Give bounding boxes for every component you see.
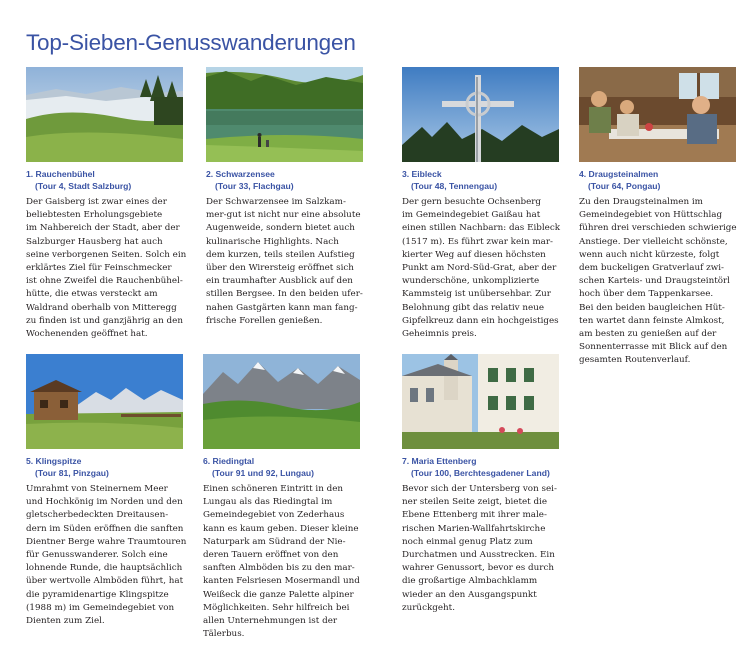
text-line: Sonnenterrasse mit Blick auf den	[579, 342, 728, 353]
text-line: hütte, die etwas versteckt am	[26, 289, 158, 300]
text-line: die großartige Almbachklamm	[402, 576, 538, 587]
text-line: dem kurzen, teils steilen Aufstieg	[206, 249, 355, 260]
photo-maria-ettenberg	[402, 354, 559, 449]
tour-card	[206, 67, 363, 328]
text-line: Kammsteig ist unübersehbar. Zur	[402, 289, 551, 300]
text-line: einen stillen Nachbarn: das Eibleck	[402, 223, 561, 234]
text-line: über wertvolle Almböden führt, hat	[26, 576, 184, 587]
text-line: Der Gaisberg ist zwar eines der	[26, 197, 167, 207]
text-line: mer-gut ist nicht nur eine absolute	[206, 210, 361, 221]
text-line: lohnende Runde, die hauptsächlich	[26, 563, 183, 574]
text-line: Anstiege. Der vielleicht schönste,	[579, 236, 728, 247]
tour-subtitle: (Tour 33, Flachgau)	[215, 180, 294, 191]
tour-description	[579, 196, 736, 368]
text-line: Ebene Ettenberg mit ihrer male-	[402, 510, 547, 521]
text-line: zu finden ist und ganzjährig an den	[26, 315, 183, 326]
tour-description	[206, 196, 363, 328]
text-line: ein traumhafter Ausblick auf den	[206, 276, 353, 287]
tour-title: 5. Klingspitze	[26, 456, 82, 466]
text-line: Gipfelkreuz dann ein hochgeistiges	[402, 315, 559, 326]
tour-card	[26, 67, 187, 341]
page-title: Top-Sieben-Genusswanderungen	[26, 30, 356, 55]
text-line: dem buckeligen Gratverlauf zwi-	[579, 263, 725, 274]
photo-klingspitze	[26, 354, 183, 449]
text-line: zurückgeht.	[402, 602, 455, 613]
text-line: kanten Felsriesen Mosermandl und	[203, 576, 360, 587]
text-line: kann es kaum geben. Dieser kleine	[203, 523, 359, 534]
text-line: Dienten zum Ziel.	[26, 616, 105, 627]
text-line: dern im Süden eröffnen die sanften	[26, 523, 184, 534]
tour-card	[26, 354, 187, 628]
text-line: (1517 m). Es führt zwar kein mar-	[402, 236, 554, 247]
text-line: im Nahbereich der Stadt, aber der	[26, 223, 180, 234]
text-line: Der gern besuchte Ochsenberg	[402, 197, 542, 207]
photo-riedingtal	[203, 354, 360, 449]
tour-subtitle: (Tour 91 und 92, Lungau)	[212, 467, 315, 478]
text-line: Gemeindegebiet von Zederhaus	[203, 510, 345, 521]
text-line: Salzburger Hausberg hat auch	[26, 236, 163, 247]
tour-card	[203, 354, 360, 641]
text-line: hoch über dem Tappenkarsee.	[579, 289, 714, 300]
tour-description	[26, 196, 187, 341]
text-line: die pyramidenartige Klingspitze	[26, 589, 169, 600]
text-line: Augenweide, sondern bietet auch	[206, 223, 355, 234]
photo-rauchenbuehel	[26, 67, 183, 162]
text-line: ist ohne Zweifel die Rauchenbühel-	[26, 276, 183, 287]
tour-subtitle: (Tour 4, Stadt Salzburg)	[35, 180, 132, 191]
tour-title: 6. Riedingtal	[203, 456, 255, 466]
tour-subtitle: (Tour 48, Tennengau)	[411, 180, 498, 191]
tour-card	[402, 67, 559, 341]
text-line: ten wartet dann feinste Almkost,	[579, 315, 725, 326]
text-line: Punkt am Nord-Süd-Grat, aber der	[402, 263, 557, 274]
text-line: im Gemeindegebiet Gaißau hat	[402, 210, 541, 221]
tour-subtitle: (Tour 64, Pongau)	[588, 180, 661, 191]
text-line: wahrer Genussort, bevor es durch	[402, 563, 554, 574]
tour-card	[402, 354, 559, 615]
text-line: ner steilen Seite zeigt, bietet die	[402, 497, 548, 508]
text-line: seine verborgenen Seiten. Solch ein	[26, 249, 187, 260]
text-line: gletscherbedeckten Dreitausen-	[26, 510, 169, 521]
text-line: Dientner Berge wahre Traumtouren	[26, 536, 187, 547]
text-line: Belohnung gibt das relativ neue	[402, 302, 545, 313]
text-line: Der Schwarzensee im Salzkam-	[206, 197, 346, 207]
tour-title: 1. Rauchenbühel	[26, 169, 95, 179]
tour-description	[203, 483, 360, 641]
text-line: Waldrand oberhalb von Mitteregg	[26, 302, 177, 313]
text-line: noch einmal genug Platz zum	[402, 536, 533, 547]
text-line: Gemeindegebiet von Hüttschlag	[579, 210, 723, 221]
text-line: kulinarische Highlights. Nach	[206, 236, 339, 247]
photo-draugsteinalmen	[579, 67, 736, 162]
text-line: Tälerbus.	[203, 629, 245, 640]
text-line: (1988 m) im Gemeindegebiet von	[26, 602, 175, 613]
text-line: führen drei verschieden schwierige	[579, 223, 737, 234]
text-line: Zu den Draugsteinalmen im	[579, 197, 703, 207]
photo-eibleck	[402, 67, 559, 162]
text-line: für Genusswanderer. Solch eine	[26, 550, 168, 561]
tour-subtitle: (Tour 81, Pinzgau)	[35, 467, 109, 478]
text-line: wieder an den Ausgangspunkt	[402, 589, 537, 600]
text-line: Umrahmt von Steinernem Meer	[26, 484, 168, 494]
text-line: Einen schöneren Eintritt in den	[203, 484, 344, 494]
photo-schwarzensee	[206, 67, 363, 162]
tour-title: 2. Schwarzensee	[206, 169, 275, 179]
text-line: stillen Bergsee. In den beiden ufer-	[206, 289, 363, 300]
text-line: Naturpark am Südrand der Nie-	[203, 536, 346, 547]
text-line: Durchatmen und Ausstrecken. Ein	[402, 550, 555, 561]
tour-title: 4. Draugsteinalmen	[579, 169, 659, 179]
text-line: Bevor sich der Untersberg von sei-	[402, 484, 557, 494]
text-line: und Hochkönig im Norden und den	[26, 497, 183, 508]
text-line: wenn auch nicht kürzeste, folgt	[579, 249, 720, 260]
text-line: kierter Weg auf diesen höchsten	[402, 249, 546, 260]
text-line: Weißeck die ganze Palette alpiner	[203, 589, 354, 600]
tour-description	[402, 483, 559, 615]
text-line: gesamten Routenverlauf.	[579, 355, 691, 366]
text-line: Möglichkeiten. Sehr hilfreich bei	[203, 602, 350, 613]
text-line: am besten zu genießen auf der	[579, 329, 717, 340]
tour-card	[579, 67, 736, 368]
text-line: Wochenenden geöffnet hat.	[26, 329, 148, 340]
text-line: Bei den beiden baugleichen Hüt-	[579, 302, 725, 313]
text-line: rischen Marien-Wallfahrtskirche	[402, 523, 546, 534]
text-line: schen Karteis- und Draugsteintörl	[579, 276, 730, 287]
tour-description	[26, 483, 187, 628]
text-line: nahen Gastgärten kann man fang-	[206, 302, 358, 313]
tour-title: 7. Maria Ettenberg	[402, 456, 477, 466]
text-line: wunderschöne, unkomplizierte	[402, 276, 540, 287]
text-line: frische Forellen genießen.	[206, 315, 323, 326]
text-line: deren Tauern eröffnet von den	[203, 550, 339, 561]
text-line: Lungau als das Riedingtal im	[203, 497, 333, 508]
text-line: Geheimnis preis.	[402, 329, 477, 340]
tour-title: 3. Eibleck	[402, 169, 442, 179]
tour-subtitle: (Tour 100, Berchtesgadener Land)	[411, 467, 550, 478]
text-line: erklärtes Ziel für Feinschmecker	[26, 263, 172, 274]
text-line: allen Unternehmungen ist der	[203, 616, 338, 627]
text-line: über den Wirersteig eröffnet sich	[206, 263, 354, 274]
text-line: sanften Almböden bis zu den mar-	[203, 563, 355, 574]
text-line: beliebtesten Erholungsgebiete	[26, 210, 163, 221]
tour-description	[402, 196, 559, 341]
